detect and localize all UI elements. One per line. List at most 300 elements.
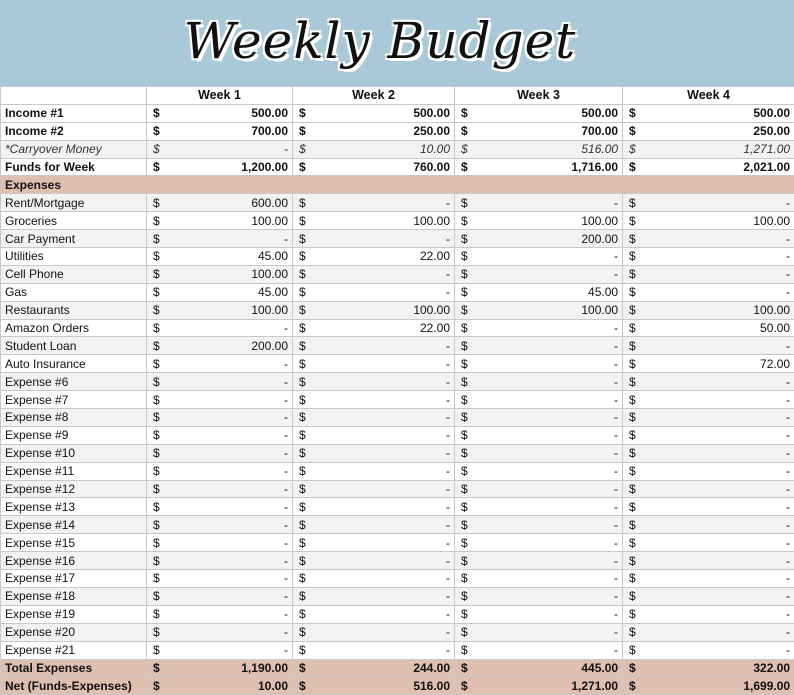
currency-cell[interactable]: $ (293, 265, 323, 283)
row-label-cell[interactable]: Utilities (1, 248, 147, 266)
currency-cell[interactable]: $ (623, 283, 653, 301)
amount-cell[interactable]: - (653, 480, 794, 498)
currency-cell[interactable]: $ (293, 444, 323, 462)
currency-cell[interactable]: $ (623, 337, 653, 355)
row-label-cell[interactable]: Gas (1, 283, 147, 301)
amount-cell[interactable]: 516.00 (323, 677, 455, 695)
currency-cell[interactable]: $ (623, 104, 653, 122)
amount-cell[interactable]: - (323, 337, 455, 355)
currency-cell[interactable]: $ (455, 516, 485, 534)
amount-cell[interactable]: - (177, 140, 293, 158)
amount-cell[interactable]: - (485, 337, 623, 355)
amount-cell[interactable]: - (177, 391, 293, 409)
currency-cell[interactable]: $ (293, 534, 323, 552)
currency-cell[interactable]: $ (293, 301, 323, 319)
currency-cell[interactable]: $ (455, 104, 485, 122)
amount-cell[interactable]: 2,021.00 (653, 158, 794, 176)
currency-cell[interactable]: $ (623, 641, 653, 659)
amount-cell[interactable]: 22.00 (323, 319, 455, 337)
amount-cell[interactable]: - (653, 265, 794, 283)
amount-cell[interactable]: 1,200.00 (177, 158, 293, 176)
currency-cell[interactable]: $ (623, 480, 653, 498)
amount-cell[interactable]: - (323, 230, 455, 248)
amount-cell[interactable]: - (177, 230, 293, 248)
amount-cell[interactable]: - (177, 552, 293, 570)
amount-cell[interactable]: - (485, 462, 623, 480)
amount-cell[interactable]: - (485, 373, 623, 391)
amount-cell[interactable]: - (177, 623, 293, 641)
amount-cell[interactable]: - (177, 570, 293, 588)
currency-cell[interactable]: $ (455, 194, 485, 212)
amount-cell[interactable]: - (485, 248, 623, 266)
amount-cell[interactable]: - (653, 248, 794, 266)
currency-cell[interactable]: $ (455, 426, 485, 444)
amount-cell[interactable]: - (177, 534, 293, 552)
amount-cell[interactable]: - (485, 444, 623, 462)
currency-cell[interactable]: $ (147, 641, 177, 659)
currency-cell[interactable]: $ (147, 444, 177, 462)
currency-cell[interactable] (147, 176, 177, 194)
amount-cell[interactable]: - (653, 462, 794, 480)
amount-cell[interactable]: - (323, 641, 455, 659)
row-label-cell[interactable]: Rent/Mortgage (1, 194, 147, 212)
currency-cell[interactable]: $ (147, 409, 177, 427)
currency-cell[interactable]: $ (455, 409, 485, 427)
amount-cell[interactable]: - (323, 587, 455, 605)
currency-cell[interactable]: $ (623, 373, 653, 391)
currency-cell[interactable]: $ (293, 426, 323, 444)
currency-cell[interactable]: $ (293, 605, 323, 623)
currency-cell[interactable]: $ (293, 122, 323, 140)
row-label-cell[interactable]: Income #1 (1, 104, 147, 122)
amount-cell[interactable] (323, 176, 455, 194)
currency-cell[interactable]: $ (623, 194, 653, 212)
currency-cell[interactable]: $ (623, 516, 653, 534)
amount-cell[interactable]: - (323, 409, 455, 427)
amount-cell[interactable]: - (653, 194, 794, 212)
amount-cell[interactable]: - (177, 409, 293, 427)
row-label-cell[interactable]: Expense #21 (1, 641, 147, 659)
currency-cell[interactable] (293, 176, 323, 194)
currency-cell[interactable]: $ (293, 516, 323, 534)
currency-cell[interactable]: $ (455, 158, 485, 176)
currency-cell[interactable]: $ (293, 283, 323, 301)
amount-cell[interactable]: 10.00 (323, 140, 455, 158)
currency-cell[interactable]: $ (147, 677, 177, 695)
amount-cell[interactable]: - (177, 373, 293, 391)
currency-cell[interactable]: $ (293, 409, 323, 427)
amount-cell[interactable] (177, 176, 293, 194)
amount-cell[interactable]: - (653, 230, 794, 248)
currency-cell[interactable]: $ (293, 641, 323, 659)
currency-cell[interactable]: $ (293, 158, 323, 176)
row-label-cell[interactable]: Expense #6 (1, 373, 147, 391)
currency-cell[interactable]: $ (147, 570, 177, 588)
currency-cell[interactable]: $ (293, 194, 323, 212)
currency-cell[interactable]: $ (147, 426, 177, 444)
currency-cell[interactable]: $ (455, 337, 485, 355)
row-label-cell[interactable]: Expense #10 (1, 444, 147, 462)
currency-cell[interactable]: $ (147, 283, 177, 301)
amount-cell[interactable]: - (177, 516, 293, 534)
row-label-cell[interactable]: Car Payment (1, 230, 147, 248)
week-1-header[interactable]: Week 1 (147, 87, 293, 105)
amount-cell[interactable]: - (485, 426, 623, 444)
currency-cell[interactable]: $ (455, 462, 485, 480)
currency-cell[interactable]: $ (147, 104, 177, 122)
row-label-cell[interactable]: Expense #8 (1, 409, 147, 427)
amount-cell[interactable]: - (177, 462, 293, 480)
amount-cell[interactable]: 322.00 (653, 659, 794, 677)
currency-cell[interactable]: $ (455, 623, 485, 641)
currency-cell[interactable]: $ (147, 122, 177, 140)
amount-cell[interactable]: - (485, 319, 623, 337)
amount-cell[interactable]: - (485, 391, 623, 409)
amount-cell[interactable]: - (653, 623, 794, 641)
amount-cell[interactable]: - (485, 480, 623, 498)
currency-cell[interactable]: $ (623, 158, 653, 176)
row-label-cell[interactable]: Expense #17 (1, 570, 147, 588)
amount-cell[interactable]: - (485, 534, 623, 552)
amount-cell[interactable]: 700.00 (177, 122, 293, 140)
amount-cell[interactable] (485, 176, 623, 194)
currency-cell[interactable]: $ (455, 570, 485, 588)
amount-cell[interactable]: 45.00 (177, 248, 293, 266)
currency-cell[interactable]: $ (455, 265, 485, 283)
currency-cell[interactable]: $ (455, 552, 485, 570)
currency-cell[interactable]: $ (455, 319, 485, 337)
amount-cell[interactable]: - (177, 587, 293, 605)
currency-cell[interactable]: $ (623, 552, 653, 570)
currency-cell[interactable]: $ (147, 265, 177, 283)
currency-cell[interactable]: $ (623, 140, 653, 158)
currency-cell[interactable]: $ (455, 140, 485, 158)
amount-cell[interactable]: - (485, 194, 623, 212)
currency-cell[interactable]: $ (293, 498, 323, 516)
currency-cell[interactable]: $ (293, 552, 323, 570)
amount-cell[interactable]: - (177, 355, 293, 373)
amount-cell[interactable]: - (485, 623, 623, 641)
amount-cell[interactable]: 445.00 (485, 659, 623, 677)
currency-cell[interactable]: $ (293, 140, 323, 158)
currency-cell[interactable]: $ (623, 605, 653, 623)
currency-cell[interactable]: $ (455, 283, 485, 301)
currency-cell[interactable]: $ (623, 570, 653, 588)
week-3-header[interactable]: Week 3 (455, 87, 623, 105)
currency-cell[interactable]: $ (455, 605, 485, 623)
amount-cell[interactable]: - (653, 391, 794, 409)
amount-cell[interactable]: 100.00 (653, 301, 794, 319)
amount-cell[interactable]: 500.00 (323, 104, 455, 122)
amount-cell[interactable]: 100.00 (177, 212, 293, 230)
currency-cell[interactable]: $ (293, 659, 323, 677)
currency-cell[interactable] (455, 176, 485, 194)
currency-cell[interactable]: $ (623, 391, 653, 409)
currency-cell[interactable]: $ (147, 194, 177, 212)
currency-cell[interactable]: $ (147, 534, 177, 552)
amount-cell[interactable]: 22.00 (323, 248, 455, 266)
amount-cell[interactable]: 1,190.00 (177, 659, 293, 677)
currency-cell[interactable]: $ (623, 444, 653, 462)
currency-cell[interactable]: $ (623, 498, 653, 516)
amount-cell[interactable]: - (653, 552, 794, 570)
amount-cell[interactable]: - (653, 587, 794, 605)
currency-cell[interactable]: $ (147, 552, 177, 570)
amount-cell[interactable]: - (653, 283, 794, 301)
amount-cell[interactable]: - (653, 570, 794, 588)
amount-cell[interactable]: 72.00 (653, 355, 794, 373)
currency-cell[interactable]: $ (623, 426, 653, 444)
currency-cell[interactable]: $ (455, 444, 485, 462)
row-label-cell[interactable]: Groceries (1, 212, 147, 230)
currency-cell[interactable]: $ (455, 677, 485, 695)
amount-cell[interactable]: - (485, 498, 623, 516)
row-label-cell[interactable]: Restaurants (1, 301, 147, 319)
row-label-cell[interactable]: Expense #18 (1, 587, 147, 605)
currency-cell[interactable]: $ (455, 122, 485, 140)
amount-cell[interactable]: - (323, 355, 455, 373)
row-label-cell[interactable]: Expense #13 (1, 498, 147, 516)
currency-cell[interactable]: $ (147, 587, 177, 605)
amount-cell[interactable]: 500.00 (177, 104, 293, 122)
currency-cell[interactable]: $ (623, 355, 653, 373)
row-label-cell[interactable]: Expense #9 (1, 426, 147, 444)
currency-cell[interactable]: $ (147, 355, 177, 373)
currency-cell[interactable]: $ (147, 301, 177, 319)
currency-cell[interactable]: $ (455, 248, 485, 266)
currency-cell[interactable]: $ (293, 373, 323, 391)
currency-cell[interactable]: $ (293, 212, 323, 230)
amount-cell[interactable]: - (177, 641, 293, 659)
currency-cell[interactable]: $ (623, 319, 653, 337)
amount-cell[interactable]: - (485, 265, 623, 283)
currency-cell[interactable]: $ (623, 659, 653, 677)
row-label-cell[interactable]: Expense #19 (1, 605, 147, 623)
amount-cell[interactable]: 200.00 (177, 337, 293, 355)
currency-cell[interactable]: $ (623, 462, 653, 480)
currency-cell[interactable]: $ (293, 462, 323, 480)
row-label-cell[interactable]: Net (Funds-Expenses) (1, 677, 147, 695)
amount-cell[interactable]: 600.00 (177, 194, 293, 212)
currency-cell[interactable]: $ (147, 462, 177, 480)
row-label-cell[interactable]: Cell Phone (1, 265, 147, 283)
amount-cell[interactable]: - (323, 570, 455, 588)
currency-cell[interactable]: $ (293, 391, 323, 409)
currency-cell[interactable]: $ (455, 587, 485, 605)
amount-cell[interactable]: 200.00 (485, 230, 623, 248)
amount-cell[interactable]: - (653, 444, 794, 462)
currency-cell[interactable]: $ (623, 587, 653, 605)
amount-cell[interactable]: 1,716.00 (485, 158, 623, 176)
row-label-cell[interactable]: Expense #16 (1, 552, 147, 570)
amount-cell[interactable]: - (177, 480, 293, 498)
currency-cell[interactable]: $ (623, 212, 653, 230)
amount-cell[interactable]: 45.00 (177, 283, 293, 301)
row-label-cell[interactable]: Funds for Week (1, 158, 147, 176)
currency-cell[interactable]: $ (147, 391, 177, 409)
week-4-header[interactable]: Week 4 (623, 87, 794, 105)
currency-cell[interactable]: $ (455, 498, 485, 516)
currency-cell[interactable]: $ (147, 140, 177, 158)
row-label-cell[interactable]: Expenses (1, 176, 147, 194)
currency-cell[interactable]: $ (455, 355, 485, 373)
amount-cell[interactable]: - (653, 605, 794, 623)
amount-cell[interactable]: - (323, 498, 455, 516)
amount-cell[interactable]: 100.00 (323, 212, 455, 230)
amount-cell[interactable]: - (177, 498, 293, 516)
amount-cell[interactable]: - (485, 552, 623, 570)
amount-cell[interactable] (653, 176, 794, 194)
row-label-cell[interactable]: Amazon Orders (1, 319, 147, 337)
amount-cell[interactable]: 760.00 (323, 158, 455, 176)
currency-cell[interactable]: $ (293, 570, 323, 588)
currency-cell[interactable]: $ (455, 480, 485, 498)
currency-cell[interactable]: $ (293, 623, 323, 641)
currency-cell[interactable]: $ (293, 355, 323, 373)
amount-cell[interactable]: - (323, 391, 455, 409)
currency-cell[interactable]: $ (293, 248, 323, 266)
currency-cell[interactable]: $ (455, 373, 485, 391)
amount-cell[interactable]: - (485, 409, 623, 427)
amount-cell[interactable]: - (485, 605, 623, 623)
amount-cell[interactable]: 250.00 (653, 122, 794, 140)
amount-cell[interactable]: - (177, 605, 293, 623)
amount-cell[interactable]: - (323, 194, 455, 212)
amount-cell[interactable]: - (485, 587, 623, 605)
amount-cell[interactable]: - (323, 623, 455, 641)
amount-cell[interactable]: - (323, 373, 455, 391)
currency-cell[interactable]: $ (147, 158, 177, 176)
amount-cell[interactable]: - (323, 534, 455, 552)
currency-cell[interactable]: $ (623, 265, 653, 283)
currency-cell[interactable]: $ (147, 498, 177, 516)
amount-cell[interactable]: 1,271.00 (485, 677, 623, 695)
currency-cell[interactable]: $ (293, 480, 323, 498)
currency-cell[interactable]: $ (455, 659, 485, 677)
amount-cell[interactable]: 244.00 (323, 659, 455, 677)
currency-cell[interactable]: $ (147, 212, 177, 230)
currency-cell[interactable]: $ (623, 122, 653, 140)
currency-cell[interactable]: $ (147, 605, 177, 623)
currency-cell[interactable]: $ (623, 677, 653, 695)
currency-cell[interactable]: $ (147, 337, 177, 355)
amount-cell[interactable]: - (485, 516, 623, 534)
amount-cell[interactable]: - (485, 570, 623, 588)
amount-cell[interactable]: - (653, 409, 794, 427)
amount-cell[interactable]: - (653, 337, 794, 355)
amount-cell[interactable]: - (177, 444, 293, 462)
amount-cell[interactable]: - (323, 552, 455, 570)
row-label-cell[interactable]: Expense #12 (1, 480, 147, 498)
header-corner-cell[interactable] (1, 87, 147, 105)
currency-cell[interactable]: $ (293, 337, 323, 355)
amount-cell[interactable]: - (653, 373, 794, 391)
currency-cell[interactable]: $ (147, 230, 177, 248)
amount-cell[interactable]: 100.00 (653, 212, 794, 230)
currency-cell[interactable]: $ (455, 301, 485, 319)
row-label-cell[interactable]: Auto Insurance (1, 355, 147, 373)
row-label-cell[interactable]: Student Loan (1, 337, 147, 355)
currency-cell[interactable]: $ (147, 480, 177, 498)
currency-cell[interactable]: $ (293, 319, 323, 337)
row-label-cell[interactable]: Income #2 (1, 122, 147, 140)
currency-cell[interactable]: $ (623, 409, 653, 427)
row-label-cell[interactable]: Expense #20 (1, 623, 147, 641)
amount-cell[interactable]: - (323, 516, 455, 534)
amount-cell[interactable]: 45.00 (485, 283, 623, 301)
row-label-cell[interactable]: Total Expenses (1, 659, 147, 677)
amount-cell[interactable]: - (653, 426, 794, 444)
amount-cell[interactable]: - (323, 444, 455, 462)
currency-cell[interactable]: $ (293, 587, 323, 605)
amount-cell[interactable]: 100.00 (485, 212, 623, 230)
amount-cell[interactable]: - (653, 516, 794, 534)
currency-cell[interactable]: $ (455, 391, 485, 409)
currency-cell[interactable]: $ (623, 301, 653, 319)
week-2-header[interactable]: Week 2 (293, 87, 455, 105)
currency-cell[interactable] (623, 176, 653, 194)
currency-cell[interactable]: $ (455, 534, 485, 552)
currency-cell[interactable]: $ (623, 230, 653, 248)
currency-cell[interactable]: $ (293, 230, 323, 248)
amount-cell[interactable]: - (323, 265, 455, 283)
amount-cell[interactable]: 100.00 (323, 301, 455, 319)
amount-cell[interactable]: 100.00 (177, 301, 293, 319)
row-label-cell[interactable]: Expense #11 (1, 462, 147, 480)
amount-cell[interactable]: - (323, 480, 455, 498)
amount-cell[interactable]: 100.00 (177, 265, 293, 283)
currency-cell[interactable]: $ (147, 659, 177, 677)
currency-cell[interactable]: $ (147, 516, 177, 534)
amount-cell[interactable]: 250.00 (323, 122, 455, 140)
row-label-cell[interactable]: Expense #15 (1, 534, 147, 552)
amount-cell[interactable]: 500.00 (653, 104, 794, 122)
currency-cell[interactable]: $ (455, 641, 485, 659)
currency-cell[interactable]: $ (147, 248, 177, 266)
amount-cell[interactable]: 700.00 (485, 122, 623, 140)
amount-cell[interactable]: 500.00 (485, 104, 623, 122)
amount-cell[interactable]: - (485, 641, 623, 659)
amount-cell[interactable]: 1,699.00 (653, 677, 794, 695)
row-label-cell[interactable]: Expense #14 (1, 516, 147, 534)
amount-cell[interactable]: 10.00 (177, 677, 293, 695)
currency-cell[interactable]: $ (623, 623, 653, 641)
amount-cell[interactable]: - (323, 605, 455, 623)
amount-cell[interactable]: - (653, 641, 794, 659)
amount-cell[interactable]: - (485, 355, 623, 373)
currency-cell[interactable]: $ (455, 230, 485, 248)
amount-cell[interactable]: 100.00 (485, 301, 623, 319)
amount-cell[interactable]: - (177, 426, 293, 444)
currency-cell[interactable]: $ (623, 534, 653, 552)
amount-cell[interactable]: 1,271.00 (653, 140, 794, 158)
amount-cell[interactable]: - (177, 319, 293, 337)
row-label-cell[interactable]: *Carryover Money (1, 140, 147, 158)
currency-cell[interactable]: $ (455, 212, 485, 230)
amount-cell[interactable]: - (323, 426, 455, 444)
row-label-cell[interactable]: Expense #7 (1, 391, 147, 409)
amount-cell[interactable]: 50.00 (653, 319, 794, 337)
currency-cell[interactable]: $ (147, 373, 177, 391)
amount-cell[interactable]: - (653, 534, 794, 552)
currency-cell[interactable]: $ (147, 319, 177, 337)
amount-cell[interactable]: - (323, 283, 455, 301)
currency-cell[interactable]: $ (623, 248, 653, 266)
currency-cell[interactable]: $ (147, 623, 177, 641)
amount-cell[interactable]: 516.00 (485, 140, 623, 158)
currency-cell[interactable]: $ (293, 104, 323, 122)
amount-cell[interactable]: - (653, 498, 794, 516)
